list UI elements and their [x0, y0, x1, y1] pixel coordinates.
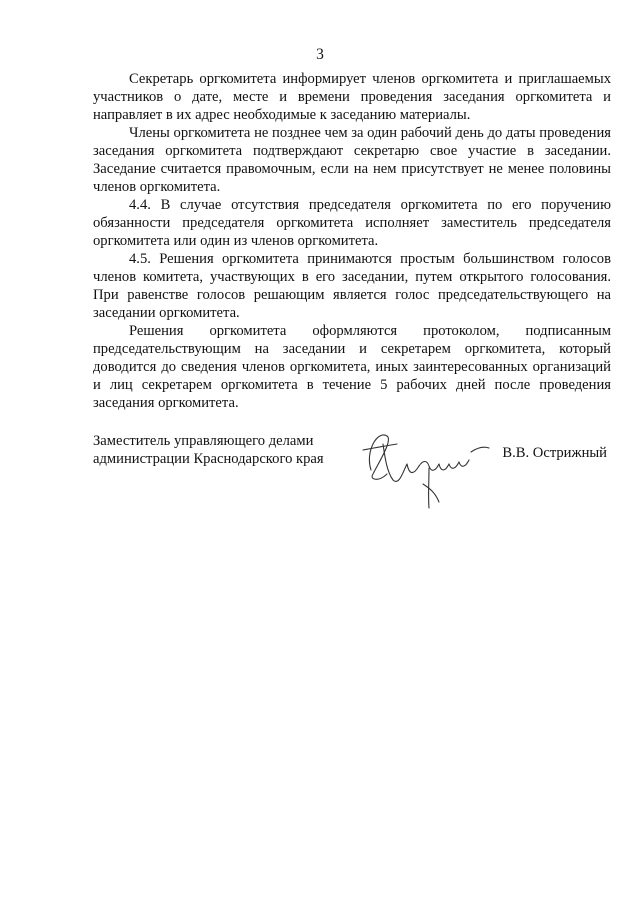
signatory-title: [93, 432, 324, 468]
paragraph-4-4: 4.4. В случае отсутствия председателя оргкомитета по его поручению обязанности председателя оргкомитета исполняет заместитель председателя оргкомитета или один из членов оргкомитета.: [93, 197, 611, 249]
paragraph-4-5: 4.5. Решения оргкомитета принимаются простым большинством голосов членов комитета, участвующих в его заседании, путем открытого голосования. При равенстве голосов решающим является голос председательствующего на заседании оргкомитета.: [93, 251, 611, 321]
document-body: [93, 70, 611, 412]
signature-block: [93, 432, 611, 502]
handwritten-signature: [349, 422, 499, 512]
signatory-name: В.В. Острижный: [502, 445, 607, 461]
paragraph-secretary-informs: Секретарь оргкомитета информирует членов оргкомитета и приглашаемых участников о дате, месте и времени проведения заседания оргкомитета и направляет в их адрес необходимые к заседанию материалы.: [93, 71, 611, 123]
paragraph-members-confirm: Члены оргкомитета не позднее чем за один рабочий день до даты проведения заседания оргкомитета подтверждают секретарю свое участие в заседании. Заседание считается правомочным, если на нем присутствует не менее половины членов оргкомитета.: [93, 125, 611, 195]
paragraph-decisions-protocol: Решения оргкомитета оформляются протоколом, подписанным председательствующим на заседании и секретарем оргкомитета, который доводится до сведения членов оргкомитета, иных заинтересованных организаций и лиц секретарем оргкомитета в течение 5 рабочих дней после проведения заседания оргкомитета.: [93, 323, 611, 411]
signatory-title-line-1: Заместитель управляющего делами: [93, 433, 314, 449]
page-number: 3: [316, 46, 324, 63]
signatory-title-line-2: администрации Краснодарского края: [93, 451, 324, 467]
